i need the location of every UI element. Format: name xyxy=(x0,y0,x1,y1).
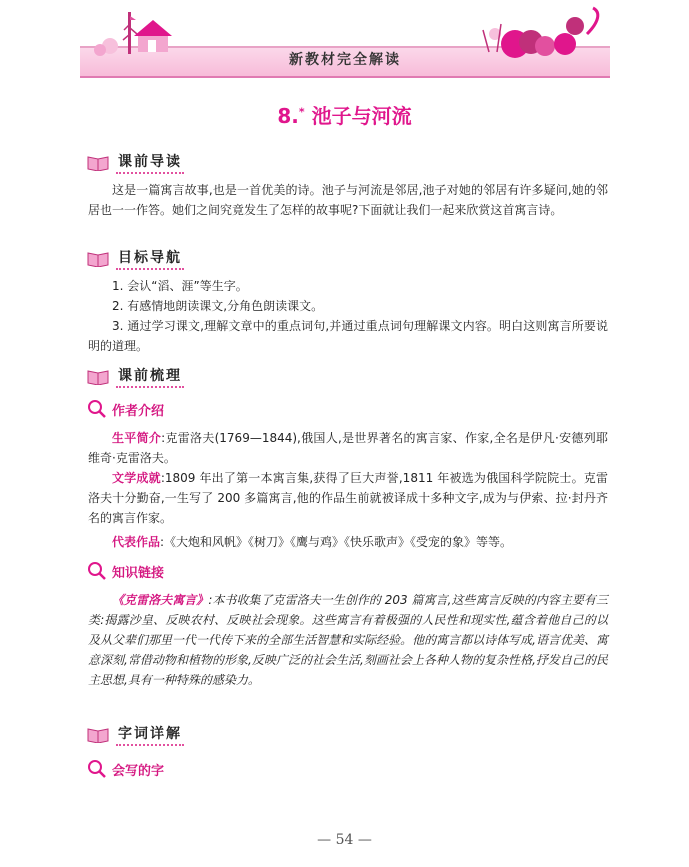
magnifier-icon xyxy=(86,561,108,581)
section-vocab xyxy=(86,722,184,746)
lesson-mark: * xyxy=(298,105,305,119)
section-vocab-label: 字词详解 xyxy=(116,723,184,746)
book-icon xyxy=(86,725,110,743)
preview-paragraph: 这是一篇寓言故事,也是一首优美的诗。池子与河流是邻居,池子对她的邻居有许多疑问,她的邻居也一一作答。她们之间究竟发生了怎样的故事呢?下面就让我们一起来欣赏这首寓言诗。 xyxy=(88,183,608,217)
page-number: — 54 — xyxy=(317,832,372,848)
goal-item: 3. 通过学习课文,理解文章中的重点词句,并通过重点词句理解课文内容。明白这则寓言所要说明的道理。 xyxy=(88,319,608,353)
achievement-label: 文学成就 xyxy=(112,471,161,485)
achievement-text: :1809 年出了第一本寓言集,获得了巨大声誉,1811 年被选为俄国科学院院士。克雷洛夫十分勤奋,一生写了 200 多篇寓言,他的作品生前就被译成十多种文字,成为与伊索、拉·封丹齐名的寓言作家。 xyxy=(88,471,608,525)
section-goals xyxy=(86,246,184,270)
author-achievement xyxy=(88,468,608,528)
author-bio xyxy=(88,428,608,468)
section-review-label: 课前梳理 xyxy=(116,365,184,388)
bio-label: 生平简介 xyxy=(112,431,162,445)
book-title-label: 《克雷洛夫寓言》 xyxy=(112,593,209,607)
works-label: 代表作品 xyxy=(112,535,161,549)
lesson-title xyxy=(0,100,689,129)
author-heading: 作者介绍 xyxy=(112,403,165,419)
section-preview-label: 课前导读 xyxy=(116,151,184,174)
section-review xyxy=(86,364,184,388)
book-icon xyxy=(86,367,110,385)
subsection-author xyxy=(86,398,164,420)
magnifier-icon xyxy=(86,759,108,779)
section-goals-label: 目标导航 xyxy=(116,247,184,270)
subsection-write-words xyxy=(86,758,164,780)
works-text: :《大炮和风帆》《树刀》《鹰与鸡》《快乐歌声》《受宠的象》等等。 xyxy=(160,535,513,549)
author-works xyxy=(88,532,608,552)
section-preview xyxy=(86,150,184,174)
bio-text: :克雷洛夫(1769—1844),俄国人,是世界著名的寓言家、作家,全名是伊凡·安德列耶维奇·克雷洛夫。 xyxy=(88,431,608,465)
goal-item: 1. 会认“滔、涯”等生字。 xyxy=(112,279,248,293)
page-header xyxy=(80,0,610,78)
goal-item: 2. 有感情地朗读课文,分角色朗读课文。 xyxy=(112,299,324,313)
write-words-heading: 会写的字 xyxy=(112,763,165,779)
subsection-knowledge xyxy=(86,560,164,582)
header-title: 新教材完全解读 xyxy=(289,52,401,68)
book-description: :本书收集了克雷洛夫一生创作的 203 篇寓言,这些寓言反映的内容主要有三类:揭露沙皇、反映农村、反映社会现象。这些寓言有着极强的人民性和现实性,蕴含着他自己的以及从父辈们那里一代一代传下来的全部生活智慧和实际经验。他的寓言都以诗体写成,语言优美、寓意深刻,常借动物和植物的形象,反映广泛的社会生活,刻画社会上各种人物的复杂性格,抒发自己的民主思想,具有一种特殊的感染力。 xyxy=(88,593,608,687)
lesson-name: 池子与河流 xyxy=(311,104,412,128)
book-icon xyxy=(86,153,110,171)
knowledge-paragraph xyxy=(88,590,608,690)
magnifier-icon xyxy=(86,399,108,419)
knowledge-heading: 知识链接 xyxy=(112,565,165,581)
lesson-number: 8. xyxy=(277,104,299,128)
book-icon xyxy=(86,249,110,267)
